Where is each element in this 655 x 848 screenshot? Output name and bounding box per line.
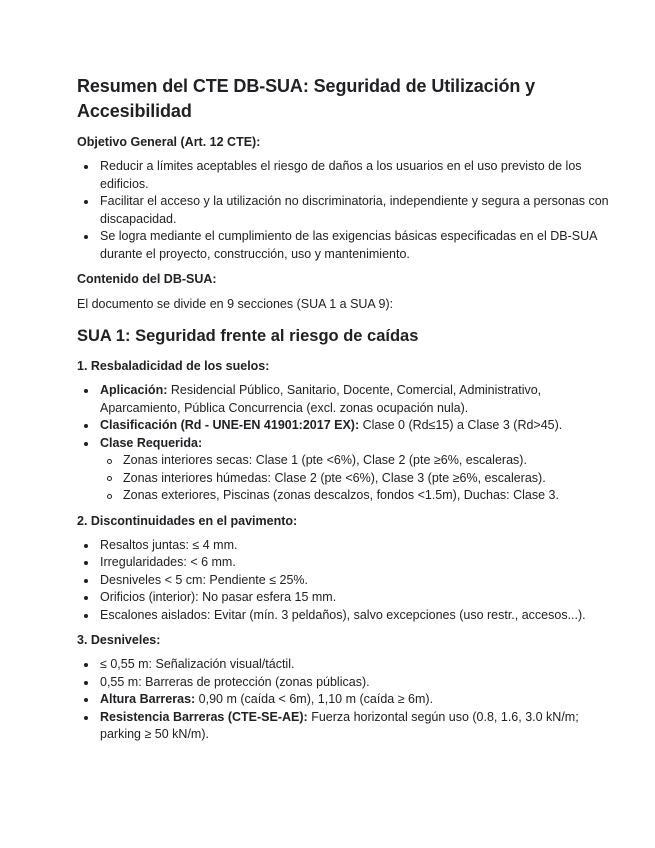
level-changes-heading: 3. Desniveles: [77,633,161,647]
objective-list [77,158,615,263]
list-item: Resistencia Barreras (CTE-SE-AE): Fuerza horizontal según uso (0.8, 1.6, 3.0 kN/m; parking ≥ 50 kN/m). [77,709,615,744]
list-item: Clasificación (Rd - UNE-EN 41901:2017 EX): Clase 0 (Rd≤15) a Clase 3 (Rd>45). [77,417,615,435]
content-text: El documento se divide en 9 secciones (SUA 1 a SUA 9): [77,297,394,311]
bullet-icon [84,596,88,600]
slip-resistance-heading: 1. Resbaladicidad de los suelos: [77,359,270,373]
slip-resistance-list [77,382,615,505]
bullet-icon [84,442,88,446]
discontinuities-list [77,537,615,625]
document-title: Resumen del CTE DB-SUA: Seguridad de Utilización y Accesibilidad [77,76,536,121]
list-item: 0,55 m: Barreras de protección (zonas públicas). [77,674,615,692]
level-changes-list [77,656,615,744]
content-heading: Contenido del DB-SUA: [77,272,217,286]
list-item: Desniveles < 5 cm: Pendiente ≤ 25%. [77,572,615,590]
bullet-icon [84,614,88,618]
bullet-icon [84,235,88,239]
list-item: Orificios (interior): No pasar esfera 15 mm. [77,589,615,607]
sub-list-item: Zonas interiores húmedas: Clase 2 (pte <6%), Clase 3 (pte ≥6%, escaleras). [77,470,615,488]
circle-bullet-icon [107,476,112,481]
bullet-icon [84,663,88,667]
objective-heading: Objetivo General (Art. 12 CTE): [77,135,261,149]
list-item: Escalones aislados: Evitar (mín. 3 peldaños), salvo excepciones (uso restr., accesos...). [77,607,615,625]
bullet-icon [84,716,88,720]
list-item: Clase Requerida: [77,435,615,453]
bullet-icon [84,561,88,565]
bullet-icon [84,579,88,583]
bullet-icon [84,698,88,702]
sub-list-item: Zonas interiores secas: Clase 1 (pte <6%), Clase 2 (pte ≥6%, escaleras). [77,452,615,470]
list-item: ≤ 0,55 m: Señalización visual/táctil. [77,656,615,674]
bullet-icon [84,424,88,428]
list-item: Reducir a límites aceptables el riesgo de daños a los usuarios en el uso previsto de los edificios. [77,158,615,193]
sub-list-item: Zonas exteriores, Piscinas (zonas descalzos, fondos <1.5m), Duchas: Clase 3. [77,487,615,505]
bullet-icon [84,389,88,393]
circle-bullet-icon [107,494,112,499]
list-item: Altura Barreras: 0,90 m (caída < 6m), 1,10 m (caída ≥ 6m). [77,691,615,709]
bullet-icon [84,681,88,685]
list-item: Irregularidades: < 6 mm. [77,554,615,572]
circle-bullet-icon [107,459,112,464]
list-item: Resaltos juntas: ≤ 4 mm. [77,537,615,555]
bullet-icon [84,200,88,204]
list-item: Se logra mediante el cumplimiento de las exigencias básicas especificadas en el DB-SUA durante el proyecto, construcción, uso y mantenimiento. [77,228,615,263]
bullet-icon [84,165,88,169]
bullet-icon [84,544,88,548]
discontinuities-heading: 2. Discontinuidades en el pavimento: [77,513,298,528]
list-item: Aplicación: Residencial Público, Sanitario, Docente, Comercial, Administrativo, Aparcamiento, Pública Concurrencia (excl. zonas ocupación nula). [77,382,615,417]
sua1-heading: SUA 1: Seguridad frente al riesgo de caídas [77,327,419,345]
list-item: Facilitar el acceso y la utilización no discriminatoria, independiente y segura a personas con discapacidad. [77,193,615,228]
